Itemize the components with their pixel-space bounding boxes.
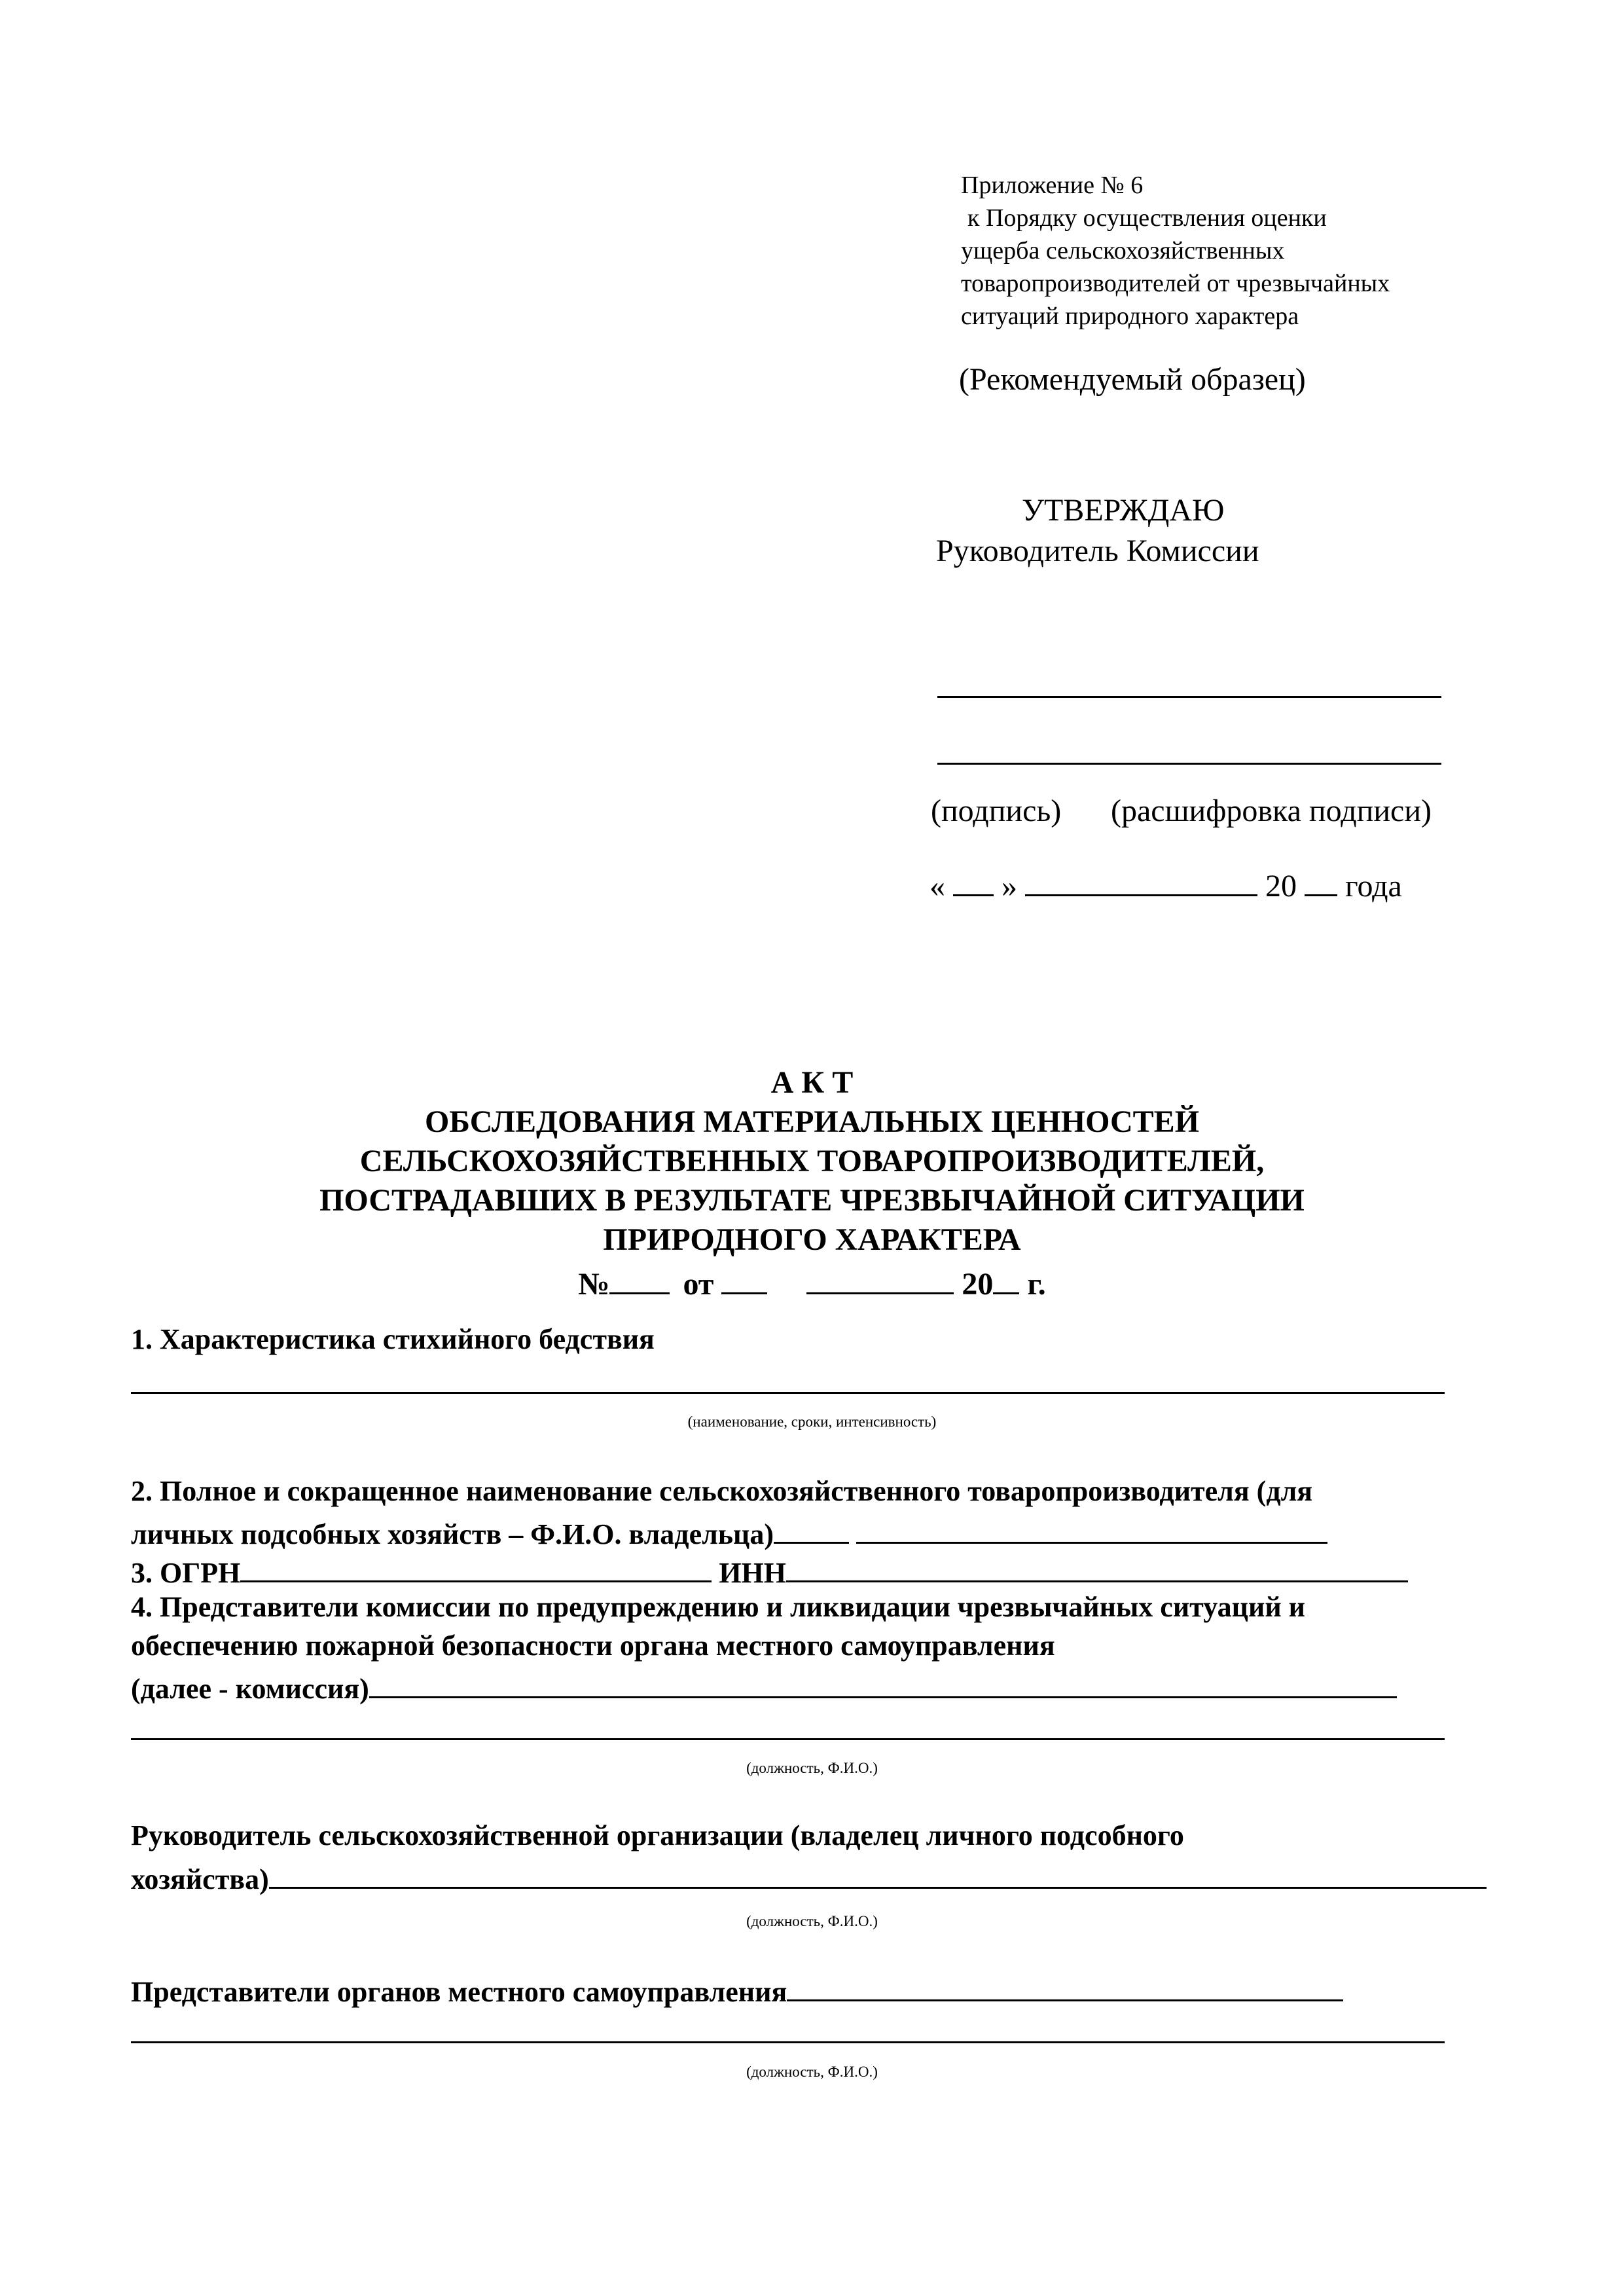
appendix-line: товаропроизводителей от чрезвычайных bbox=[961, 270, 1390, 297]
approval-role: Руководитель Комиссии bbox=[936, 534, 1259, 568]
act-year-prefix: 20 bbox=[962, 1267, 994, 1302]
section-1-heading: 1. Характеристика стихийного бедствия bbox=[131, 1323, 655, 1355]
sample-note: (Рекомендуемый образец) bbox=[959, 362, 1306, 397]
approval-name-line[interactable] bbox=[937, 763, 1441, 765]
appendix-line: ущерба сельскохозяйственных bbox=[961, 237, 1285, 264]
month-blank[interactable] bbox=[1025, 863, 1257, 896]
quote-close: » bbox=[1001, 869, 1017, 903]
act-number-blank[interactable] bbox=[609, 1261, 670, 1294]
year-blank[interactable] bbox=[1305, 863, 1337, 896]
act-year-blank[interactable] bbox=[993, 1261, 1019, 1294]
quote-open: « bbox=[929, 869, 945, 903]
signature-label: (подпись) bbox=[931, 793, 1062, 828]
head-line: Руководитель сельскохозяйственной организации (владелец личного подсобного bbox=[131, 1819, 1184, 1851]
section-4-line bbox=[131, 1667, 1397, 1705]
owner-name-blank-2[interactable] bbox=[856, 1513, 1327, 1544]
local-gov-caption: (должность, Ф.И.О.) bbox=[746, 2064, 878, 2080]
act-subtitle-line: ОБСЛЕДОВАНИЯ МАТЕРИАЛЬНЫХ ЦЕННОСТЕЙ bbox=[424, 1104, 1200, 1139]
owner-name-blank-1[interactable] bbox=[774, 1513, 849, 1544]
head-caption: (должность, Ф.И.О.) bbox=[746, 1913, 878, 1929]
section-1-caption: (наименование, сроки, интенсивность) bbox=[687, 1413, 937, 1430]
approval-title: УТВЕРЖДАЮ bbox=[1022, 493, 1225, 528]
section-3-line bbox=[131, 1552, 1408, 1590]
appendix-number: Приложение № 6 bbox=[961, 172, 1144, 199]
inn-label: ИНН bbox=[719, 1557, 787, 1589]
act-month-blank[interactable] bbox=[806, 1261, 954, 1294]
owner-label: личных подсобных хозяйств – Ф.И.О. владельца) bbox=[131, 1518, 774, 1550]
section-4-line: 4. Представители комиссии по предупреждению и ликвидации чрезвычайных ситуаций и bbox=[131, 1591, 1306, 1623]
number-label: № bbox=[578, 1267, 610, 1302]
head-line bbox=[131, 1858, 1487, 1896]
act-subtitle-line: ПОСТРАДАВШИХ В РЕЗУЛЬТАТЕ ЧРЕЗВЫЧАЙНОЙ СИТУАЦИИ bbox=[319, 1183, 1305, 1218]
section-2-line: 2. Полное и сокращенное наименование сельскохозяйственного товаропроизводителя (для bbox=[131, 1475, 1313, 1507]
head-label: хозяйства) bbox=[131, 1863, 269, 1895]
commission-field-1[interactable] bbox=[369, 1667, 1397, 1698]
act-day-blank[interactable] bbox=[721, 1261, 767, 1294]
section-4-line: обеспечению пожарной безопасности органа местного самоуправления bbox=[131, 1630, 1055, 1662]
approval-signature-line[interactable] bbox=[937, 696, 1441, 698]
section-2-line bbox=[131, 1513, 1327, 1551]
day-blank[interactable] bbox=[953, 863, 994, 896]
act-number-line bbox=[0, 1261, 1624, 1302]
signature-decode-label: (расшифровка подписи) bbox=[1111, 793, 1432, 828]
appendix-line: ситуаций природного характера bbox=[961, 302, 1299, 330]
ogrn-label: 3. ОГРН bbox=[131, 1557, 241, 1589]
commission-field-2[interactable] bbox=[131, 1738, 1445, 1740]
local-gov-field-2[interactable] bbox=[131, 2041, 1445, 2043]
local-gov-field-1[interactable] bbox=[787, 1971, 1343, 2001]
approval-date bbox=[929, 863, 1402, 904]
appendix-line: к Порядку осуществления оценки bbox=[967, 204, 1327, 232]
head-field[interactable] bbox=[269, 1858, 1487, 1889]
from-label: от bbox=[683, 1267, 714, 1302]
local-gov-label: Представители органов местного самоуправления bbox=[131, 1976, 787, 2008]
year-suffix: года bbox=[1345, 869, 1402, 903]
section-4-caption: (должность, Ф.И.О.) bbox=[746, 1760, 878, 1776]
act-subtitle-line: ПРИРОДНОГО ХАРАКТЕРА bbox=[603, 1222, 1021, 1257]
act-title: А К Т bbox=[770, 1065, 854, 1100]
act-year-suffix: г. bbox=[1027, 1267, 1046, 1302]
local-gov-line bbox=[131, 1971, 1343, 2009]
year-prefix: 20 bbox=[1265, 869, 1297, 903]
act-subtitle-line: СЕЛЬСКОХОЗЯЙСТВЕННЫХ ТОВАРОПРОИЗВОДИТЕЛЕЙ, bbox=[359, 1144, 1265, 1178]
commission-label: (далее - комиссия) bbox=[131, 1673, 369, 1705]
section-1-field[interactable] bbox=[131, 1392, 1445, 1394]
inn-field[interactable] bbox=[786, 1552, 1408, 1582]
ogrn-field[interactable] bbox=[240, 1552, 712, 1582]
